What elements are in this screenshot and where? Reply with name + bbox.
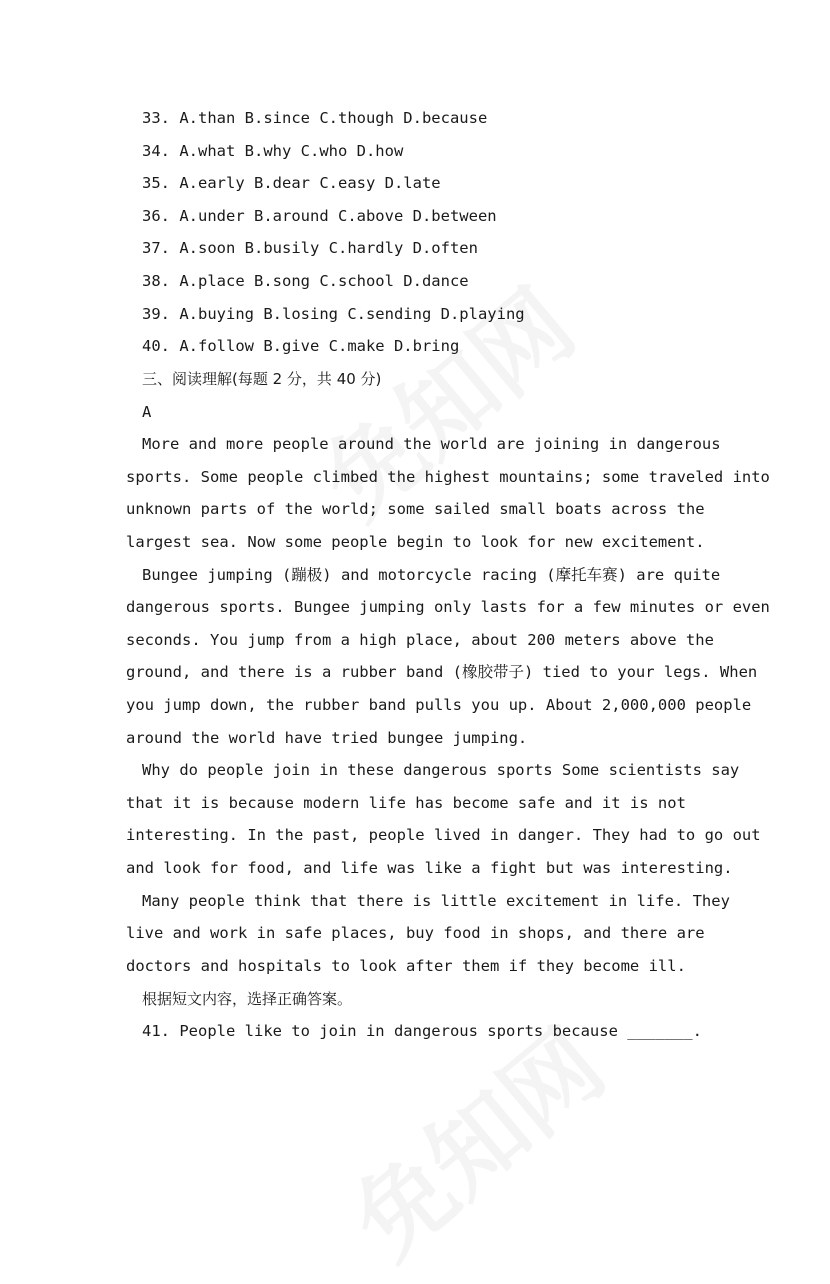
passage-line: you jump down, the rubber band pulls you up. About 2,000,000 people xyxy=(126,696,752,714)
passage-line: Many people think that there is little excitement in life. They xyxy=(142,892,730,910)
question-33: 33. A.than B.since C.though D.because xyxy=(142,109,488,127)
passage-line: seconds. You jump from a high place, about 200 meters above the xyxy=(126,631,714,649)
passage-line: interesting. In the past, people lived in danger. They had to go out xyxy=(126,826,761,844)
passage-line: Bungee jumping (蹦极) and motorcycle racing (摩托车赛) are quite xyxy=(142,566,721,584)
passage-label: A xyxy=(142,403,152,421)
question-40: 40. A.follow B.give C.make D.bring xyxy=(142,337,460,355)
passage-line: dangerous sports. Bungee jumping only lasts for a few minutes or even xyxy=(126,598,770,616)
passage-line: around the world have tried bungee jumping. xyxy=(126,729,528,747)
passage-line: Why do people join in these dangerous sports Some scientists say xyxy=(142,761,740,779)
passage-line: that it is because modern life has become safe and it is not xyxy=(126,794,686,812)
question-35: 35. A.early B.dear C.easy D.late xyxy=(142,174,441,192)
section-heading: 三、阅读理解(每题 2 分，共 40 分) xyxy=(142,370,382,388)
passage-line: doctors and hospitals to look after them if they become ill. xyxy=(126,957,686,975)
passage-line: largest sea. Now some people begin to look for new excitement. xyxy=(126,533,705,551)
instruction: 根据短文内容，选择正确答案。 xyxy=(142,990,353,1008)
passage-line: unknown parts of the world; some sailed small boats across the xyxy=(126,500,705,518)
passage-line: live and work in safe places, buy food in shops, and there are xyxy=(126,924,705,942)
passage-line: ground, and there is a rubber band (橡胶带子) tied to your legs. When xyxy=(126,663,758,681)
passage-line: sports. Some people climbed the highest mountains; some traveled into xyxy=(126,468,770,486)
question-39: 39. A.buying B.losing C.sending D.playing xyxy=(142,305,525,323)
passage-line: More and more people around the world are joining in dangerous xyxy=(142,435,721,453)
question-41: 41. People like to join in dangerous sports because _______. xyxy=(142,1022,702,1040)
question-36: 36. A.under B.around C.above D.between xyxy=(142,207,497,225)
passage-line: and look for food, and life was like a fight but was interesting. xyxy=(126,859,733,877)
question-38: 38. A.place B.song C.school D.dance xyxy=(142,272,469,290)
question-34: 34. A.what B.why C.who D.how xyxy=(142,142,404,160)
question-37: 37. A.soon B.busily C.hardly D.often xyxy=(142,239,478,257)
